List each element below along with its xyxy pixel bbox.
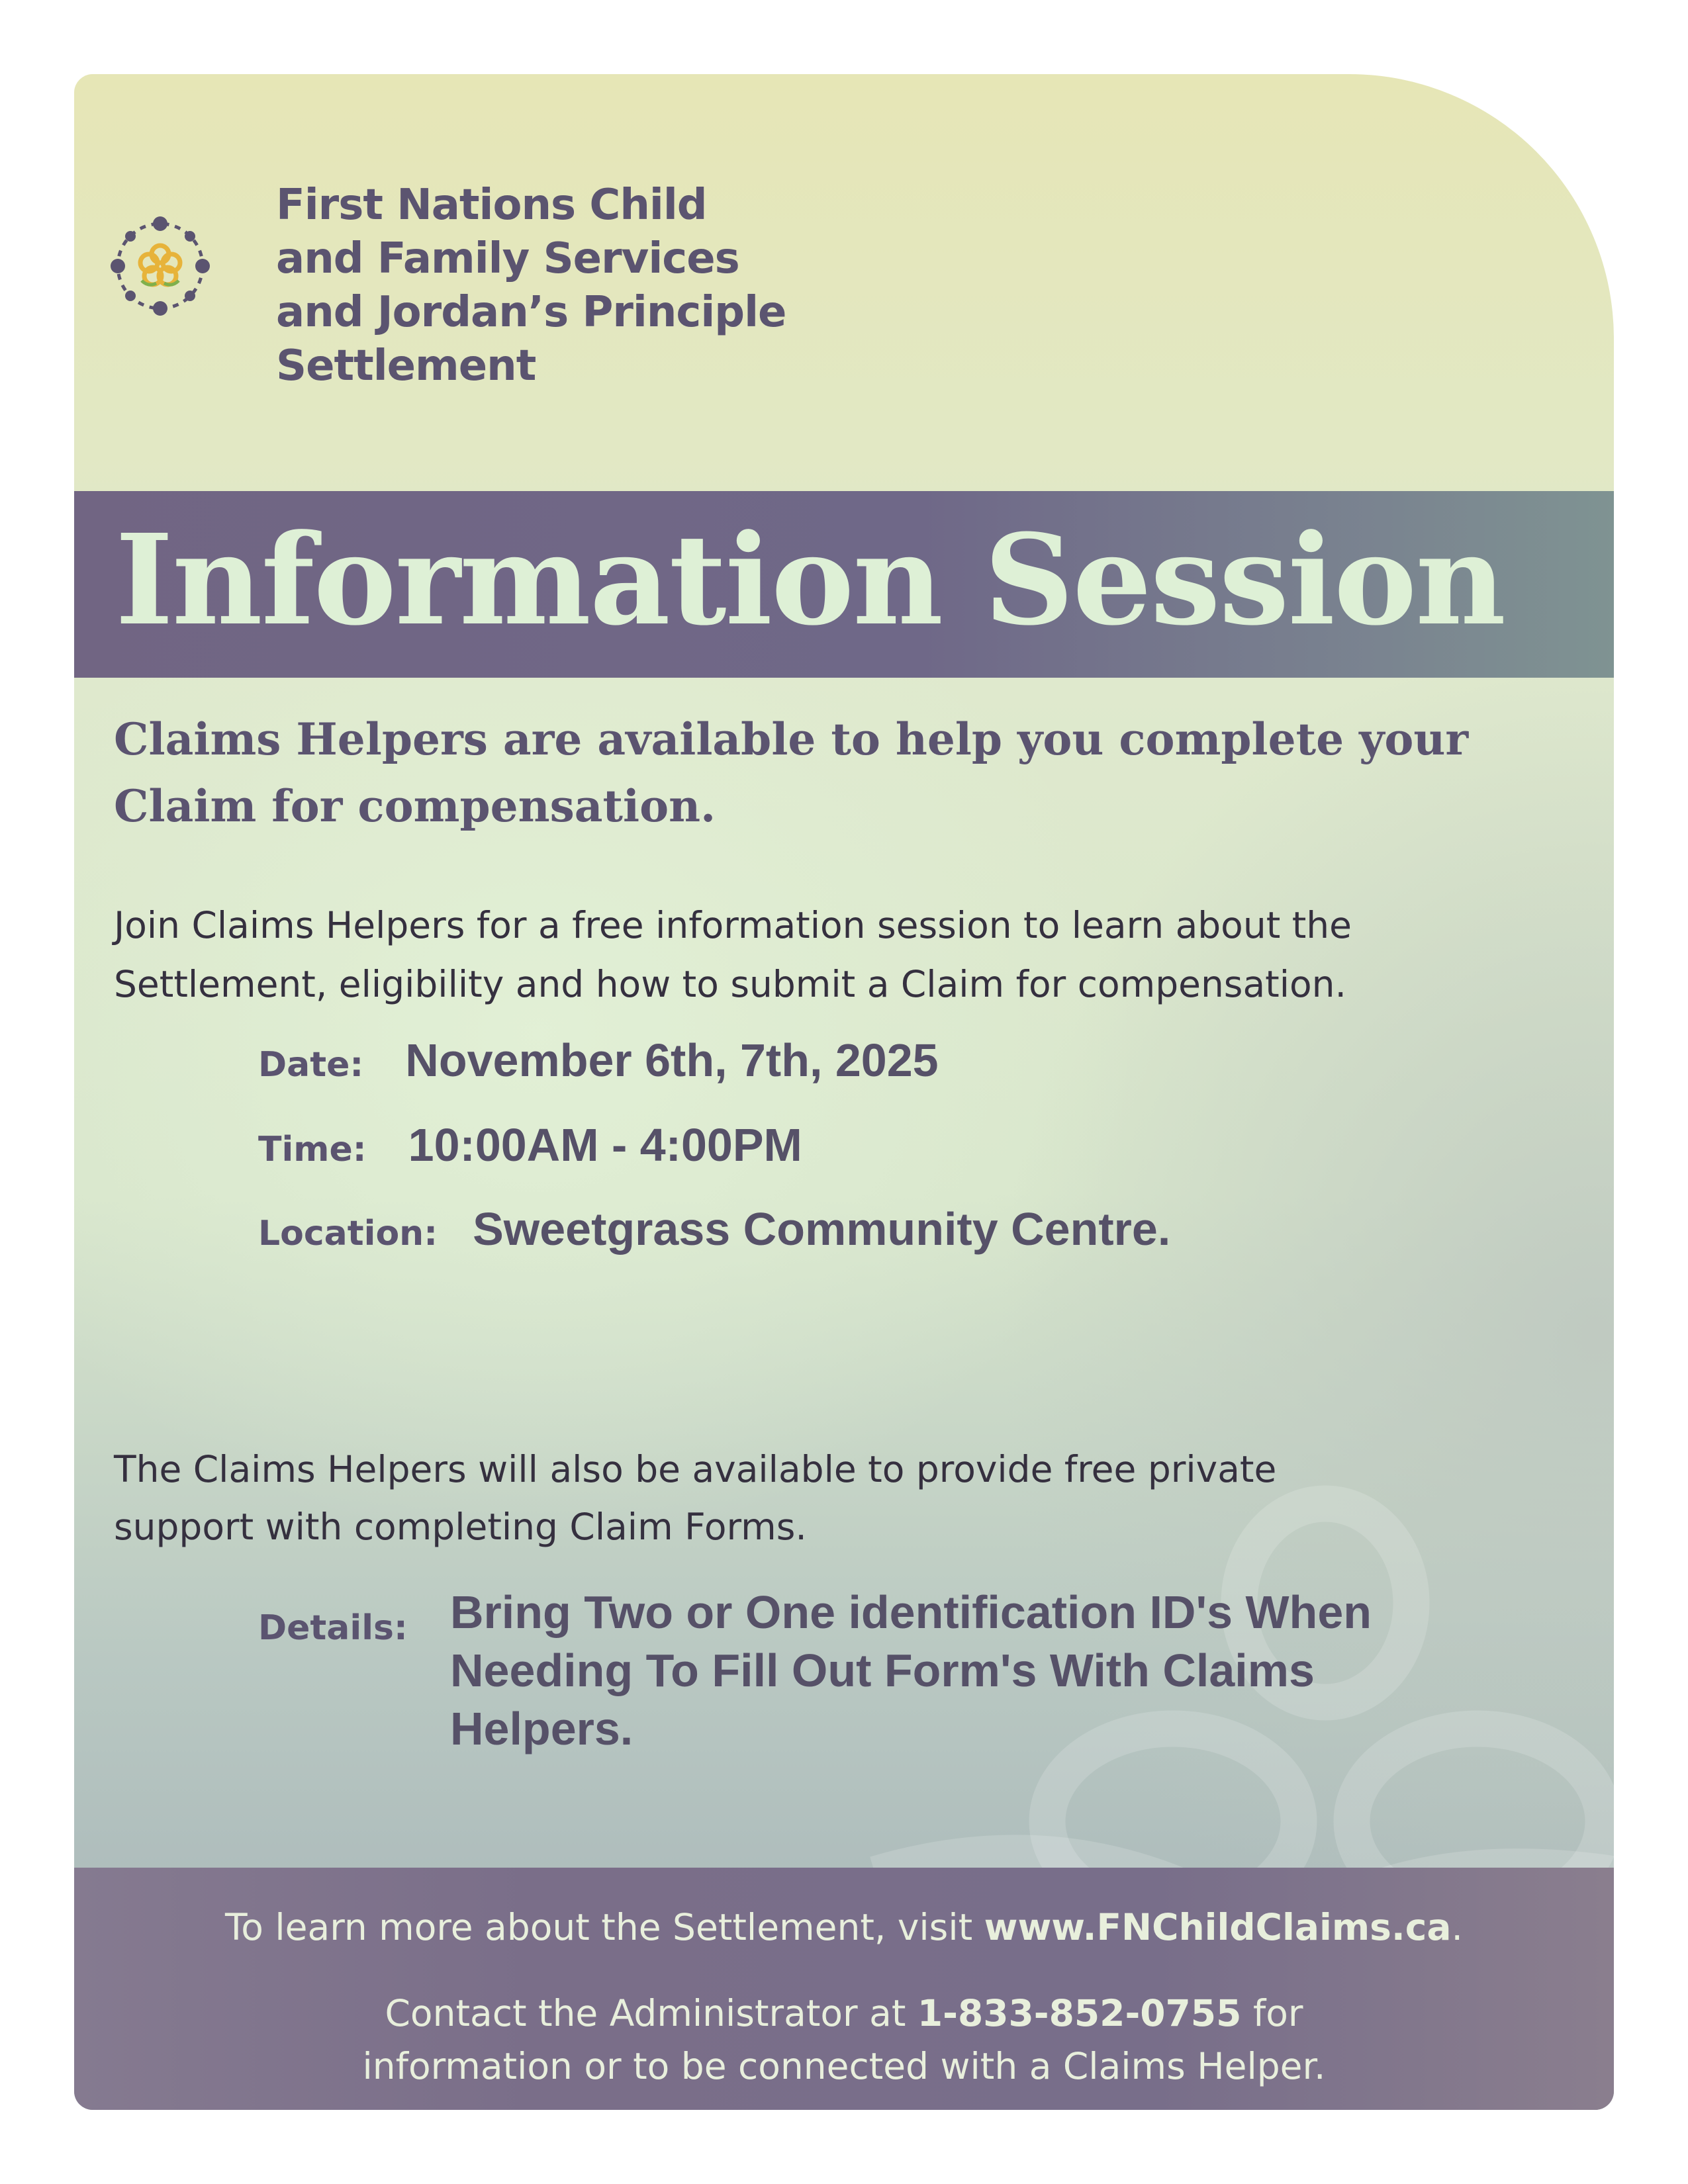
- details-label: Details:: [258, 1608, 408, 1648]
- date-value: November 6th, 7th, 2025: [405, 1034, 939, 1086]
- footer-website-line: [74, 1901, 1614, 1954]
- support-line-2: support with completing Claim Forms.: [114, 1506, 807, 1548]
- intro-line-2: Settlement, eligibility and how to submit a Claim for compensation.: [114, 963, 1346, 1005]
- location-value: Sweetgrass Community Centre.: [473, 1203, 1171, 1255]
- org-name-line-1: First Nations Child: [276, 181, 707, 230]
- intro-line-1: Join Claims Helpers for a free information session to learn about the: [114, 904, 1352, 946]
- details-line-3: Helpers.: [450, 1703, 633, 1754]
- footer-line2-prefix: Contact the Administrator at: [385, 1992, 917, 2034]
- location-label: Location:: [258, 1214, 438, 1253]
- footer-line1-prefix: To learn more about the Settlement, visit: [224, 1906, 984, 1948]
- details-line-2: Needing To Fill Out Form's With Claims: [450, 1645, 1315, 1696]
- event-time-row: [258, 1118, 802, 1171]
- subtitle: [114, 706, 1537, 840]
- website-link[interactable]: www.FNChildClaims.ca: [984, 1906, 1452, 1948]
- organization-name: [276, 179, 786, 393]
- time-value: 10:00AM - 4:00PM: [408, 1119, 802, 1171]
- details-text: [450, 1583, 1483, 1758]
- org-name-line-2: and Family Services: [276, 234, 739, 283]
- org-name-line-4: Settlement: [276, 341, 536, 390]
- intro-paragraph: [114, 896, 1570, 1014]
- time-label: Time:: [258, 1130, 367, 1169]
- footer-line1-suffix: .: [1451, 1906, 1463, 1948]
- subtitle-line-2: Claim for compensation.: [114, 780, 716, 832]
- flyer-card: [74, 74, 1614, 2110]
- subtitle-line-1: Claims Helpers are available to help you complete your: [114, 713, 1469, 765]
- footer-line2-suffix: for: [1241, 1992, 1303, 2034]
- event-date-row: [258, 1034, 939, 1087]
- details-line-1: Bring Two or One identification ID's When: [450, 1586, 1372, 1638]
- page-title: Information Session: [115, 507, 1505, 653]
- support-paragraph: [114, 1441, 1504, 1556]
- support-line-1: The Claims Helpers will also be available to provide free private: [114, 1448, 1277, 1490]
- footer-contact-text: [74, 1987, 1614, 2093]
- footer-line3: information or to be connected with a Claims Helper.: [362, 2045, 1326, 2087]
- date-label: Date:: [258, 1045, 364, 1085]
- circle-of-people-flower-logo: [107, 213, 213, 319]
- event-location-row: [258, 1203, 1170, 1255]
- phone-number[interactable]: 1-833-852-0755: [917, 1992, 1242, 2034]
- org-name-line-3: and Jordan’s Principle: [276, 288, 786, 337]
